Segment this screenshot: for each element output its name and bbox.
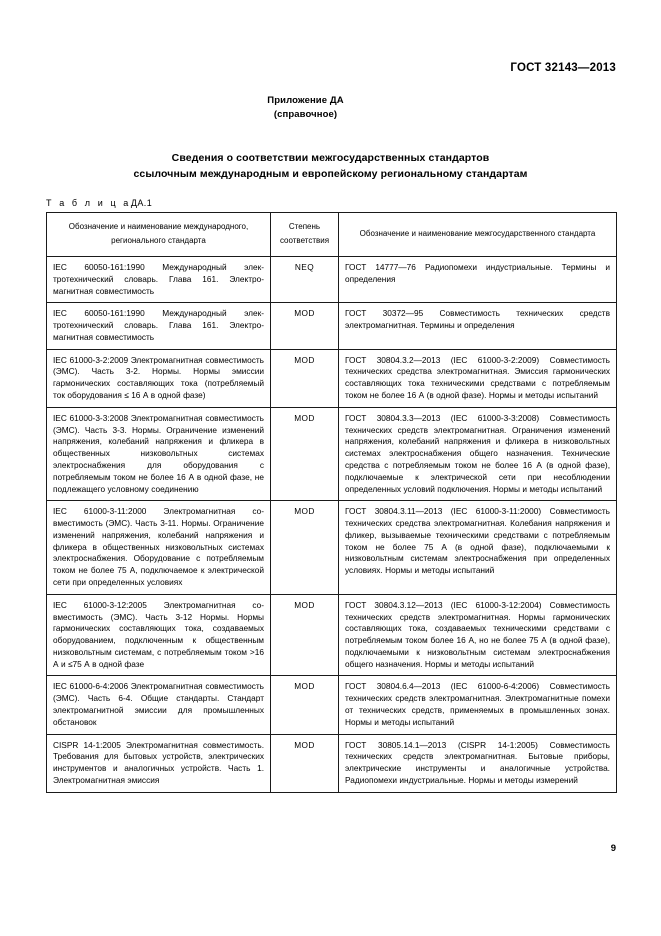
table-row	[47, 407, 617, 500]
cell-degree: MOD	[271, 501, 339, 594]
table-header-row	[47, 213, 617, 257]
column-header-international-standard: Обозначение и наименование международного, регионального стандарта	[47, 213, 271, 257]
table-caption	[46, 198, 152, 208]
cell-interstate-standard: ГОСТ 14777—76 Радиопомехи индустриальные. Термины и определения	[339, 257, 617, 303]
cell-international-standard: IEC 61000-3-2:2009 Электромагнитная совместимость (ЭМС). Часть 3-2. Нормы. Нормы эмиссии гармонических составляющих тока (потребляемый ток оборудования ≤ 16 А в одной фазе)	[47, 349, 271, 407]
table-caption-number: ДА.1	[130, 198, 153, 208]
page-number: 9	[610, 843, 616, 854]
page-title-line-1: Сведения о соответствии межгосударственных стандартов	[171, 152, 490, 164]
column-header-degree-of-correspondence: Степень соответствия	[271, 213, 339, 257]
cell-interstate-standard: ГОСТ 30804.6.4—2013 (IEC 61000-6-4:2006) Совместимость технических средств электромагнитная. Электромагнитные помехи от технических средств, применяемых в промышленных зонах. Нормы и методы испытаний	[339, 676, 617, 734]
table-body	[47, 257, 617, 793]
cell-interstate-standard: ГОСТ 30804.3.11—2013 (IEC 61000-3-11:2000) Совместимость технических средства электромагнитная. Колебания напряжения и фликер, вызываемые техническими средствами с потребляемым током не более 75 А (в одной фазе), подключаемыми к низковольтным системам электроснабжения при определенных условиях. Нормы и методы испытаний	[339, 501, 617, 594]
table-row	[47, 676, 617, 734]
cell-interstate-standard: ГОСТ 30804.3.12—2013 (IEC 61000-3-12:2004) Совместимость технических средств электромагнитная. Нормы гармонических составляющих тока, создаваемых техническими средствами с потребляемым током более 16 А, но не более 75 А (в одной фазе), подключаемыми к низковольтным системам электроснабжения общего назначения. Нормы и методы испытаний	[339, 594, 617, 676]
correspondence-table	[46, 212, 617, 793]
running-head-standard-number: ГОСТ 32143—2013	[510, 62, 616, 74]
cell-international-standard: IEC 60050-161:1990 Международный электротехнический словарь. Глава 161. Электромагнитная совместимость	[47, 303, 271, 349]
table-row	[47, 594, 617, 676]
cell-international-standard: IEC 61000-3-11:2000 Электромагнитная совместимость (ЭМС). Часть 3-11. Нормы. Ограничение изменений напряжения, колебаний напряжения и фликера в общественных низковольтных системах электроснабжения. Оборудование с потребляемым током не более 75 А, подключаемое к электрической сети при определенных условиях	[47, 501, 271, 594]
cell-degree: MOD	[271, 407, 339, 500]
table-row	[47, 501, 617, 594]
cell-degree: MOD	[271, 349, 339, 407]
cell-degree: MOD	[271, 676, 339, 734]
page-title-line-2: ссылочным международным и европейскому региональному стандартам	[133, 168, 528, 181]
cell-degree: MOD	[271, 594, 339, 676]
cell-international-standard: IEC 61000-3-12:2005 Электромагнитная совместимость (ЭМС). Часть 3-12 Нормы. Нормы гармонических составляющих тока, создаваемых оборудованием, подключенным к общественным низковольтным системам, с потребляемым током >16 А и ≤75 А в одной фазе	[47, 594, 271, 676]
cell-international-standard: IEC 61000-3-3:2008 Электромагнитная совместимость (ЭМС). Часть 3-3. Нормы. Ограничение изменений напряжения, колебаний напряжения и фликера в общественных низковольтных системах электроснабжения для оборудования с потребляемым током не более 16 А в одной фазе, не подлежащего условному соединению	[47, 407, 271, 500]
table-row	[47, 349, 617, 407]
table-row	[47, 303, 617, 349]
annex-label: Приложение ДА	[267, 95, 344, 106]
column-header-interstate-standard: Обозначение и наименование межгосударственного стандарта	[339, 213, 617, 257]
annex-heading-block	[0, 94, 661, 123]
cell-degree: NEQ	[271, 257, 339, 303]
cell-degree: MOD	[271, 303, 339, 349]
cell-interstate-standard: ГОСТ 30372—95 Совместимость технических средств электромагнитная. Термины и определения	[339, 303, 617, 349]
page-title	[0, 150, 661, 183]
cell-interstate-standard: ГОСТ 30804.3.2—2013 (IEC 61000-3-2:2009) Совместимость технических средства электромагнитная. Эмиссия гармонических составляющих тока техническими средствами с потребляемым током не более 16 А (в одной фазе). Нормы и методы испытаний	[339, 349, 617, 407]
cell-international-standard: IEC 61000-6-4:2006 Электромагнитная совместимость (ЭМС). Часть 6-4. Общие стандарты. Стандарт электромагнитной эмиссии для промышленных обстановок	[47, 676, 271, 734]
cell-interstate-standard: ГОСТ 30804.3.3—2013 (IEC 61000-3-3:2008) Совместимость технических средств электромагнитная. Ограничения изменений напряжения, колебаний напряжения и фликера в низковольтных системах электроснабжения общего назначения. Технические средства с потребляемым током не более 16 А (в одной фазе), подключаемые к электрической сети при несоблюдении определенных условий подключения. Нормы и методы испытаний	[339, 407, 617, 500]
cell-international-standard: CISPR 14-1:2005 Электромагнитная совместимость. Требования для бытовых устройств, электрических инструментов и аналогичных устройств. Часть 1. Электромагнитная эмиссия	[47, 734, 271, 792]
table-row	[47, 734, 617, 792]
table-row	[47, 257, 617, 303]
cell-international-standard: IEC 60050-161:1990 Международный электротехнический словарь. Глава 161. Электромагнитная совместимость	[47, 257, 271, 303]
cell-degree: MOD	[271, 734, 339, 792]
table-caption-word: Т а б л и ц а	[46, 198, 131, 208]
cell-interstate-standard: ГОСТ 30805.14.1—2013 (CISPR 14-1:2005) Совместимость технических средств электромагнитная. Бытовые приборы, электрические инструменты и аналогичные устройства. Радиопомехи индустриальные. Нормы и методы измерений	[339, 734, 617, 792]
annex-kind: (справочное)	[273, 109, 338, 121]
